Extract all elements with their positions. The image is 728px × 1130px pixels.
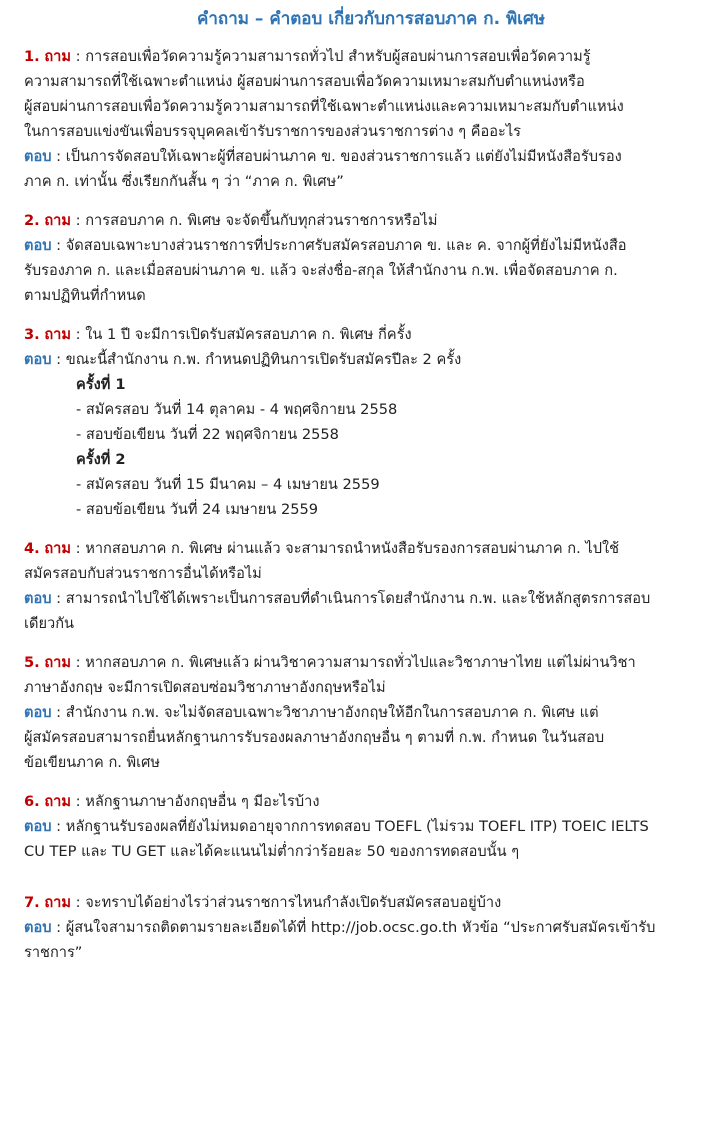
question-line-first (24, 789, 718, 814)
question-label: ถาม (44, 540, 71, 557)
question-label: ถาม (44, 48, 71, 65)
question-number: 3. (24, 326, 40, 343)
answer-label: ตอบ (24, 704, 52, 721)
answer-label: ตอบ (24, 590, 52, 607)
answer-text: สามารถนำไปใช้ได้เพราะเป็นการสอบที่ดำเนินการโดยสำนักงาน ก.พ. และใช้หลักสูตรการสอบ (65, 590, 651, 607)
question-text: สมัครสอบกับส่วนราชการอื่นได้หรือไม่ (24, 565, 262, 582)
qa-item (24, 650, 718, 775)
answer-text: ภาค ก. เท่านั้น ซึ่งเรียกกันสั้น ๆ ว่า “ภาค ก. พิเศษ” (24, 173, 344, 190)
answer-line-first (24, 144, 718, 169)
answer-line (24, 258, 718, 283)
question-text: หากสอบภาค ก. พิเศษ ผ่านแล้ว จะสามารถนำหนังสือรับรองการสอบผ่านภาค ก. ไปใช้ (85, 540, 620, 557)
round-detail: - สอบข้อเขียน วันที่ 24 เมษายน 2559 (76, 501, 319, 518)
answer-text: หลักฐานรับรองผลที่ยังไม่หมดอายุจากการทดสอบ TOEFL (ไม่รวม TOEFL ITP) TOEIC IELTS (65, 818, 649, 835)
round-title: ครั้งที่ 2 (76, 451, 126, 468)
question-line (24, 675, 718, 700)
answer-text: ผู้สนใจสามารถติดตามรายละเอียดได้ที่ http://job.ocsc.go.th หัวข้อ “ประกาศรับสมัครเข้ารับ (65, 919, 656, 936)
question-text: หลักฐานภาษาอังกฤษอื่น ๆ มีอะไรบ้าง (85, 793, 320, 810)
question-separator: : (71, 894, 86, 911)
answer-line (24, 611, 718, 636)
question-text: การสอบเพื่อวัดความรู้ความสามารถทั่วไป สำหรับผู้สอบผ่านการสอบเพื่อวัดความรู้ (85, 48, 591, 65)
question-number: 5. (24, 654, 40, 671)
answer-label: ตอบ (24, 818, 52, 835)
answer-separator: : (51, 148, 66, 165)
answer-line-first (24, 586, 718, 611)
question-label: ถาม (44, 793, 71, 810)
round-detail: - สอบข้อเขียน วันที่ 22 พฤศจิกายน 2558 (76, 426, 339, 443)
qa-list (24, 44, 718, 965)
answer-line (24, 940, 718, 965)
question-line (24, 561, 718, 586)
question-text: ผู้สอบผ่านการสอบเพื่อวัดความรู้ความสามารถที่ใช้เฉพาะตำแหน่งและความเหมาะสมกับตำแหน่ง (24, 98, 624, 115)
question-line-first (24, 322, 718, 347)
round-detail: - สมัครสอบ วันที่ 14 ตุลาคม - 4 พฤศจิกายน 2558 (76, 401, 398, 418)
question-separator: : (71, 540, 86, 557)
round-detail: - สมัครสอบ วันที่ 15 มีนาคม – 4 เมษายน 2559 (76, 476, 380, 493)
answer-line-first (24, 700, 718, 725)
answer-line-first (24, 233, 718, 258)
qa-item (24, 890, 718, 965)
answer-text: ตามปฏิทินที่กำหนด (24, 287, 146, 304)
answer-line (24, 283, 718, 308)
answer-text: สำนักงาน ก.พ. จะไม่จัดสอบเฉพาะวิชาภาษาอังกฤษให้อีกในการสอบภาค ก. พิเศษ แต่ (65, 704, 599, 721)
answer-separator: : (51, 919, 66, 936)
answer-text: จัดสอบเฉพาะบางส่วนราชการที่ประกาศรับสมัครสอบภาค ข. และ ค. จากผู้ที่ยังไม่มีหนังสือ (65, 237, 627, 254)
question-label: ถาม (44, 654, 71, 671)
question-text: ใน 1 ปี จะมีการเปิดรับสมัครสอบภาค ก. พิเศษ กี่ครั้ง (85, 326, 412, 343)
answer-label: ตอบ (24, 919, 52, 936)
answer-label: ตอบ (24, 148, 52, 165)
question-number: 4. (24, 540, 40, 557)
question-text: ในการสอบแข่งขันเพื่อบรรจุบุคคลเข้ารับราชการของส่วนราชการต่าง ๆ คืออะไร (24, 123, 522, 140)
answer-text: ข้อเขียนภาค ก. พิเศษ (24, 754, 161, 771)
round-title: ครั้งที่ 1 (76, 376, 126, 393)
question-text: จะทราบได้อย่างไรว่าส่วนราชการไหนกำลังเปิดรับสมัครสอบอยู่บ้าง (85, 894, 502, 911)
question-separator: : (71, 212, 86, 229)
question-line (24, 94, 718, 119)
qa-item (24, 536, 718, 636)
question-line-first (24, 890, 718, 915)
answer-line (24, 169, 718, 194)
answer-line (24, 750, 718, 775)
answer-line (24, 839, 718, 864)
answer-text: เป็นการจัดสอบให้เฉพาะผู้ที่สอบผ่านภาค ข. ของส่วนราชการแล้ว แต่ยังไม่มีหนังสือรับรอง (65, 148, 622, 165)
document-title: คำถาม – คำตอบ เกี่ยวกับการสอบภาค ก. พิเศษ (197, 9, 545, 29)
question-text: ความสามารถที่ใช้เฉพาะตำแหน่ง ผู้สอบผ่านการสอบเพื่อวัดความเหมาะสมกับตำแหน่งหรือ (24, 73, 585, 90)
question-separator: : (71, 654, 86, 671)
answer-line-first (24, 915, 718, 940)
answer-text: CU TEP และ TU GET และได้คะแนนไม่ต่ำกว่าร้อยละ 50 ของการทดสอบนั้น ๆ (24, 843, 520, 860)
answer-text: ราชการ” (24, 944, 83, 961)
question-text: การสอบภาค ก. พิเศษ จะจัดขึ้นกับทุกส่วนราชการหรือไม่ (85, 212, 438, 229)
question-separator: : (71, 48, 86, 65)
question-number: 1. (24, 48, 40, 65)
qa-item (24, 44, 718, 194)
question-label: ถาม (44, 894, 71, 911)
answer-line-first (24, 814, 718, 839)
question-label: ถาม (44, 212, 71, 229)
answer-separator: : (51, 704, 66, 721)
question-text: ภาษาอังกฤษ จะมีการเปิดสอบซ่อมวิชาภาษาอังกฤษหรือไม่ (24, 679, 386, 696)
answer-separator: : (51, 818, 66, 835)
answer-label: ตอบ (24, 351, 52, 368)
qa-item (24, 789, 718, 864)
answer-text: เดียวกัน (24, 615, 75, 632)
question-line (24, 69, 718, 94)
answer-text: ผู้สมัครสอบสามารถยื่นหลักฐานการรับรองผลภาษาอังกฤษอื่น ๆ ตามที่ ก.พ. กำหนด ในวันสอบ (24, 729, 605, 746)
qa-item (24, 208, 718, 308)
question-number: 7. (24, 894, 40, 911)
answer-line (24, 725, 718, 750)
question-separator: : (71, 326, 86, 343)
answer-text: รับรองภาค ก. และเมื่อสอบผ่านภาค ข. แล้ว จะส่งชื่อ-สกุล ให้สำนักงาน ก.พ. เพื่อจัดสอบภาค ก. (24, 262, 618, 279)
question-label: ถาม (44, 326, 71, 343)
question-line-first (24, 536, 718, 561)
answer-line-first (24, 347, 718, 372)
question-line-first (24, 208, 718, 233)
answer-separator: : (51, 590, 66, 607)
question-number: 2. (24, 212, 40, 229)
question-number: 6. (24, 793, 40, 810)
answer-label: ตอบ (24, 237, 52, 254)
answer-text: ขณะนี้สำนักงาน ก.พ. กำหนดปฏิทินการเปิดรับสมัครปีละ 2 ครั้ง (65, 351, 462, 368)
question-text: หากสอบภาค ก. พิเศษแล้ว ผ่านวิชาความสามารถทั่วไปและวิชาภาษาไทย แต่ไม่ผ่านวิชา (85, 654, 636, 671)
question-line-first (24, 44, 718, 69)
question-line-first (24, 650, 718, 675)
question-separator: : (71, 793, 86, 810)
answer-separator: : (51, 351, 66, 368)
answer-separator: : (51, 237, 66, 254)
question-line (24, 119, 718, 144)
qa-item (24, 322, 718, 522)
